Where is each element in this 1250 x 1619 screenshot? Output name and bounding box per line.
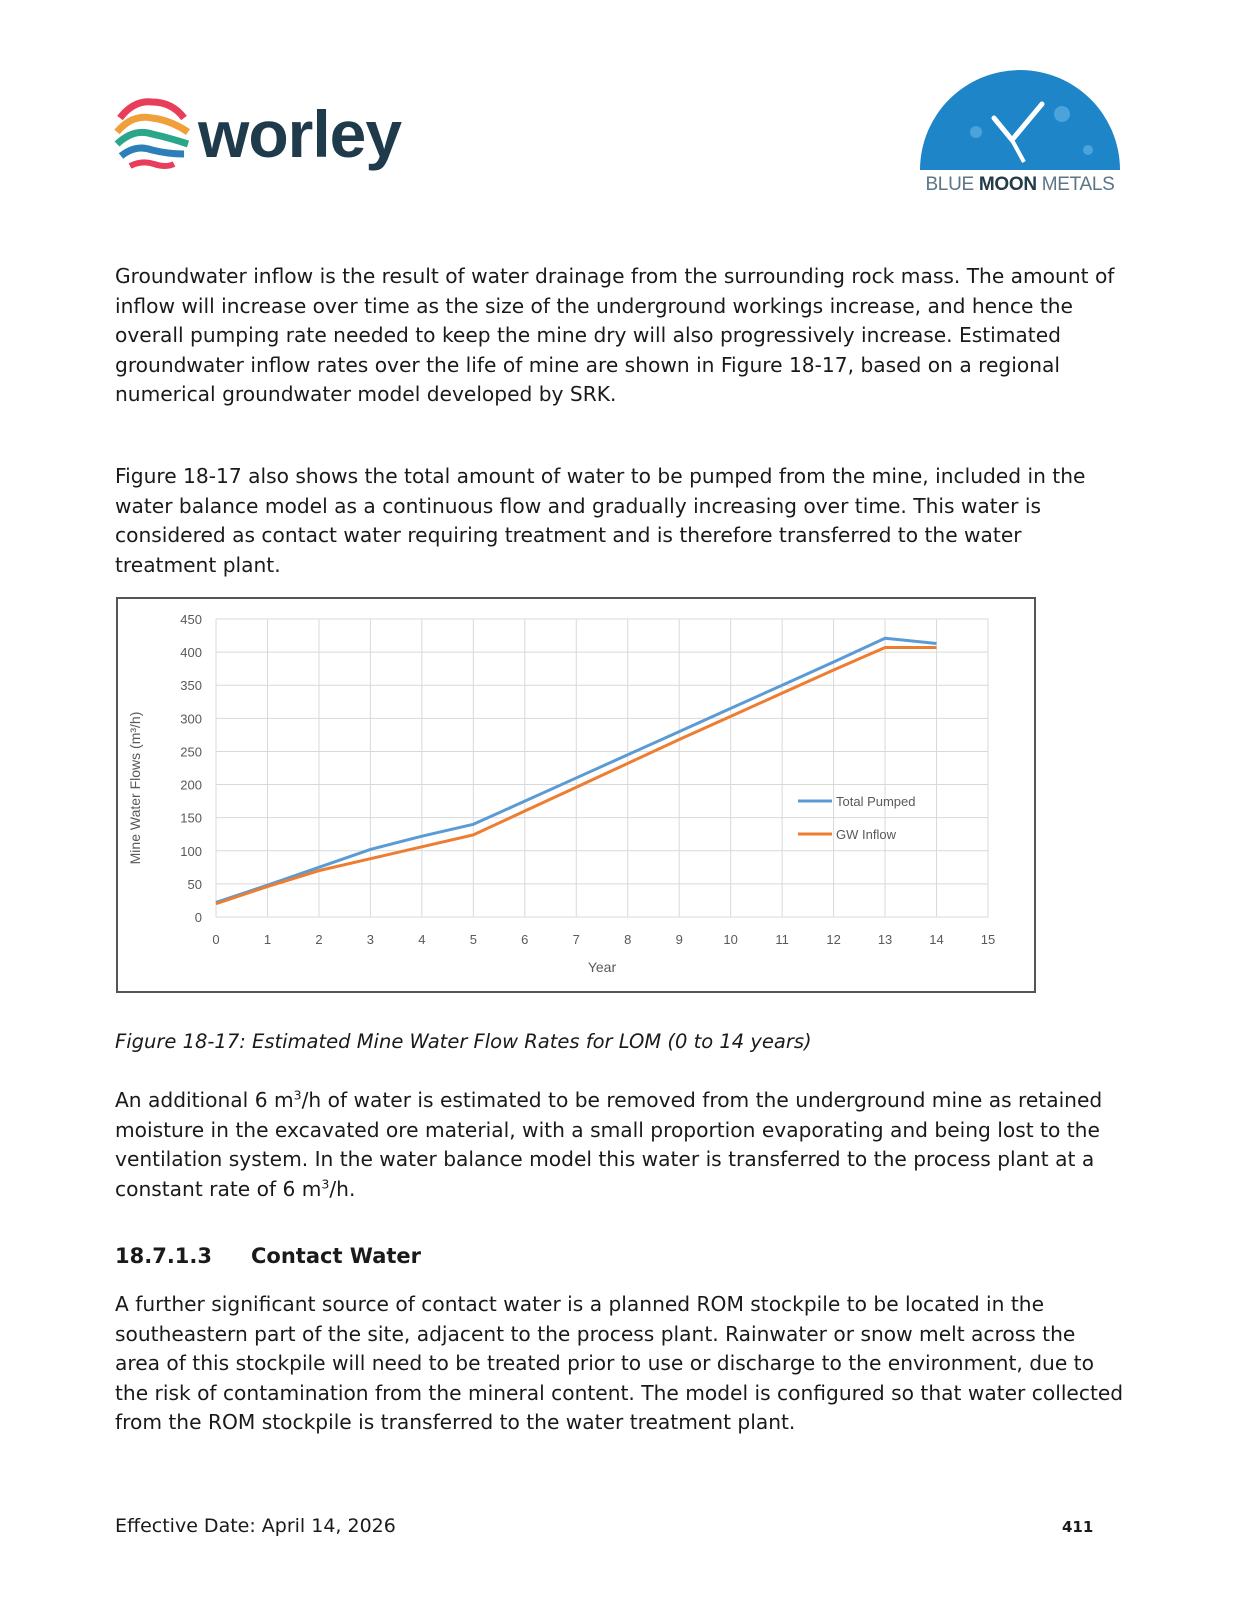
y-tick-label: 450	[180, 612, 202, 627]
blue-moon-metals-wordmark: BLUE MOON METALS	[925, 174, 1115, 195]
x-tick-label: 3	[366, 932, 375, 947]
worley-swirl-icon	[112, 88, 192, 180]
y-tick-label: 0	[194, 910, 202, 925]
y-tick-label: 250	[180, 744, 202, 760]
x-tick-label: 12	[826, 932, 841, 947]
y-tick-label: 350	[180, 678, 202, 694]
y-tick-label: 100	[180, 843, 202, 859]
x-tick-label: 15	[980, 932, 996, 947]
page-number: 411	[1062, 1518, 1094, 1536]
moon-icon	[912, 62, 1128, 174]
section-heading	[115, 1244, 421, 1268]
x-tick-label: 13	[877, 932, 893, 947]
y-tick-label: 200	[180, 777, 202, 793]
x-tick-label: 7	[572, 932, 580, 947]
figure-caption: Figure 18-17: Estimated Mine Water Flow Rates for LOM (0 to 14 years)	[115, 1030, 812, 1053]
effective-date: Effective Date: April 14, 2026	[115, 1515, 396, 1537]
section-title: Contact Water	[251, 1244, 422, 1268]
legend-label: Total Pumped	[836, 794, 916, 809]
x-tick-label: 1	[263, 932, 272, 947]
mine-water-flow-chart	[116, 597, 1036, 993]
y-axis-title: Mine Water Flows (m³/h)	[127, 711, 143, 865]
x-axis-title: Year	[587, 959, 617, 975]
chart-canvas	[118, 599, 1034, 991]
legend-label: GW Inflow	[836, 827, 896, 842]
x-tick-label: 2	[315, 932, 323, 947]
paragraph-groundwater-inflow: Groundwater inflow is the result of water drainage from the surrounding rock mass. The amount of inflow will increase over time as the size of the underground workings increase, and hence the overall pumping rate needed to keep the mine dry will also progressively increase. Estimated groundwater inflow rates over the life of mine are shown in Figure 18-17, based on a regional numerical groundwater model developed by SRK.	[115, 264, 1115, 406]
worley-logo	[112, 88, 452, 180]
x-tick-label: 8	[624, 932, 632, 947]
paragraph-retained-moisture: An additional 6 $m^3/h$ of water is estimated to be removed from the underground mine as retained moisture in the excavated ore material, with a small proportion evaporating and being lost to the ventilation system. In the water balance model this water is transferred to the process plant at a constant rate of 6 $m^3/h$.	[115, 1087, 1103, 1201]
x-tick-label: 11	[775, 932, 789, 947]
y-tick-label: 50	[187, 876, 202, 892]
x-tick-label: 5	[469, 932, 477, 947]
x-tick-label: 0	[212, 932, 220, 947]
x-tick-label: 6	[521, 932, 529, 947]
blue-moon-metals-logo	[912, 62, 1128, 202]
y-tick-label: 400	[180, 645, 202, 661]
x-tick-label: 4	[418, 932, 426, 947]
paragraph-contact-water: A further significant source of contact water is a planned ROM stockpile to be located in the southeastern part of the site, adjacent to the process plant. Rainwater or snow melt across the area of this stockpile will need to be treated prior to use or discharge to the environment, due to the risk of contamination from the mineral content. The model is configured so that water collected from the ROM stockpile is transferred to the water treatment plant.	[115, 1292, 1124, 1434]
paragraph-total-pumped: Figure 18-17 also shows the total amount of water to be pumped from the mine, included in the water balance model as a continuous flow and gradually increasing over time. This water is considered as contact water requiring treatment and is therefore transferred to the water treatment plant.	[115, 464, 1086, 577]
x-tick-label: 9	[675, 932, 683, 947]
section-number: 18.7.1.3	[115, 1244, 212, 1268]
y-tick-label: 300	[180, 711, 202, 727]
y-tick-label: 150	[180, 810, 202, 826]
x-tick-label: 14	[929, 932, 944, 947]
worley-wordmark: worley	[198, 97, 402, 171]
x-tick-label: 10	[723, 932, 738, 947]
